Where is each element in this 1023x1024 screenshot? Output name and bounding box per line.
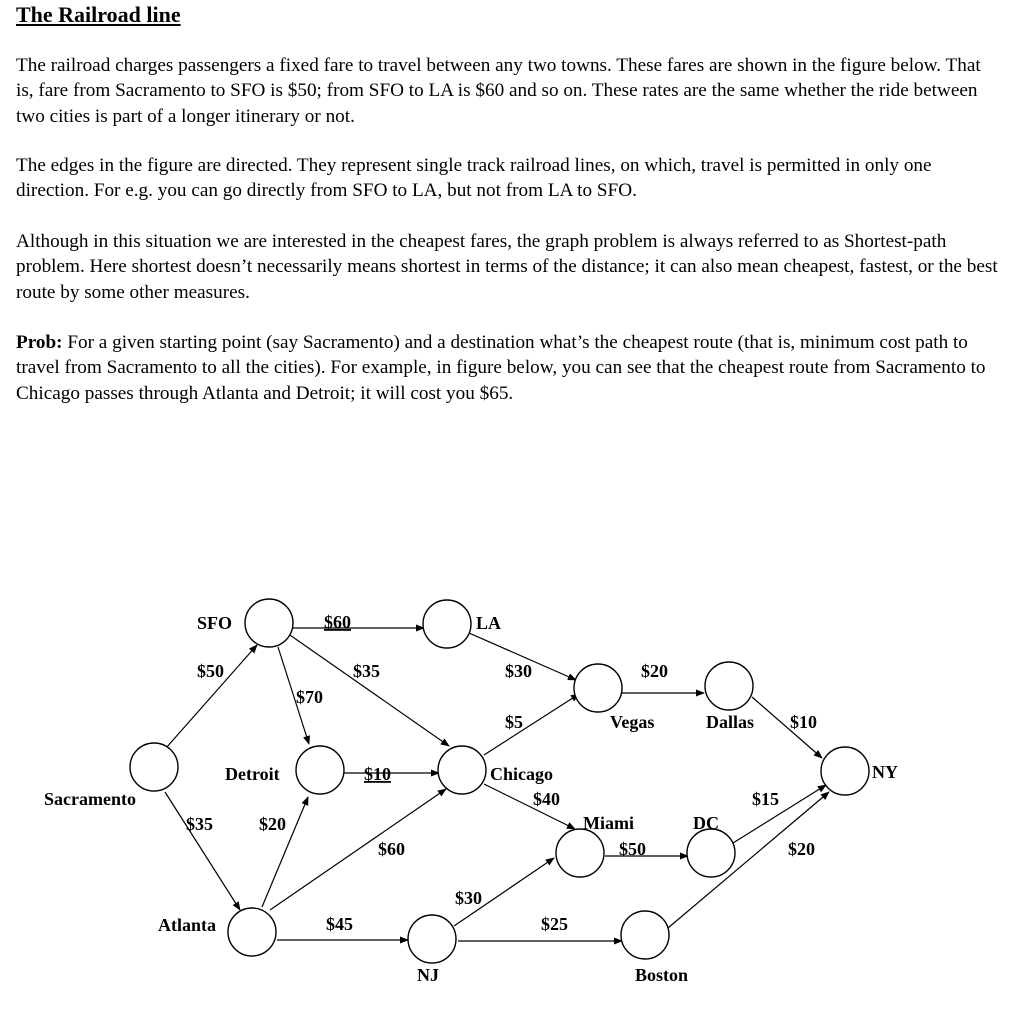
fare-nj-boston: $25 bbox=[541, 914, 568, 934]
fare-boston-ny: $20 bbox=[788, 839, 815, 859]
label-nj: NJ bbox=[417, 965, 439, 985]
fare-atlanta-detroit: $20 bbox=[259, 814, 286, 834]
label-sfo: SFO bbox=[197, 613, 233, 633]
node-sfo bbox=[245, 599, 293, 647]
fare-sfo-la: $60 bbox=[324, 612, 351, 632]
label-detroit: Detroit bbox=[225, 764, 280, 784]
node-boston bbox=[621, 911, 669, 959]
label-dallas: Dallas bbox=[706, 712, 755, 732]
edge-sacramento-atlanta bbox=[165, 792, 240, 910]
fare-sfo-chicago: $35 bbox=[353, 661, 380, 681]
paragraph-shortest-path: Although in this situation we are interested in the cheapest fares, the graph problem is always referred to as Shortest-path problem. Here shortest doesn’t necessarily means shortest in terms of the distance; it can also mean cheapest, fastest, or the best route by some other measures. bbox=[16, 231, 998, 303]
fare-detroit-chicago: $10 bbox=[364, 764, 391, 784]
label-sacramento: Sacramento bbox=[44, 789, 136, 809]
document-title: The Railroad line bbox=[16, 2, 181, 27]
node-nj bbox=[408, 915, 456, 963]
node-sacramento bbox=[130, 743, 178, 791]
fare-dc-ny: $15 bbox=[752, 789, 779, 809]
node-atlanta bbox=[228, 908, 276, 956]
prob-text: For a given starting point (say Sacramento) and a destination what’s the cheapest route (that is, minimum cost path to travel from Sacramento to all the cities). For example, in figure below, you can see that the cheapest route from Sacramento to Chicago passes through Atlanta and Detroit; it will cost you $65. bbox=[16, 332, 986, 404]
label-boston: Boston bbox=[635, 965, 689, 985]
label-ny: NY bbox=[872, 762, 898, 782]
label-la: LA bbox=[476, 613, 502, 633]
node-la bbox=[423, 600, 471, 648]
label-atlanta: Atlanta bbox=[158, 915, 216, 935]
fare-atlanta-nj: $45 bbox=[326, 914, 353, 934]
edge-chicago-miami bbox=[484, 784, 575, 829]
fare-sfo-detroit: $70 bbox=[296, 687, 323, 707]
fare-sacramento-atlanta: $35 bbox=[186, 814, 213, 834]
edge-atlanta-chicago bbox=[270, 789, 446, 910]
fare-vegas-dallas: $20 bbox=[641, 661, 668, 681]
fare-atlanta-chicago: $60 bbox=[378, 839, 405, 859]
label-chicago: Chicago bbox=[490, 764, 553, 784]
fare-miami-dc: $50 bbox=[619, 839, 646, 859]
label-miami: Miami bbox=[583, 813, 634, 833]
prob-label: Prob: bbox=[16, 332, 63, 353]
paragraph-directed-edges: The edges in the figure are directed. They represent single track railroad lines, on which, travel is permitted in only one direction. For e.g. you can go directly from SFO to LA, but not from LA to SFO. bbox=[16, 155, 932, 202]
node-vegas bbox=[574, 664, 622, 712]
node-dc bbox=[687, 829, 735, 877]
fare-chicago-vegas: $5 bbox=[505, 712, 523, 732]
fare-sacramento-sfo: $50 bbox=[197, 661, 224, 681]
label-dc: DC bbox=[693, 813, 719, 833]
edge-chicago-vegas bbox=[484, 694, 579, 755]
paragraph-fares: The railroad charges passengers a fixed fare to travel between any two towns. These fares are shown in the figure below. That is, fare from Sacramento to SFO is $50; from SFO to LA is $60 and so on. These rates are the same whether the ride between two cities is part of a longer itinerary or not. bbox=[16, 55, 981, 127]
node-miami bbox=[556, 829, 604, 877]
node-detroit bbox=[296, 746, 344, 794]
fare-chicago-miami: $40 bbox=[533, 789, 560, 809]
label-vegas: Vegas bbox=[610, 712, 655, 732]
fare-la-vegas: $30 bbox=[505, 661, 532, 681]
node-dallas bbox=[705, 662, 753, 710]
fare-dallas-ny: $10 bbox=[790, 712, 817, 732]
fare-nj-miami: $30 bbox=[455, 888, 482, 908]
node-ny bbox=[821, 747, 869, 795]
node-chicago bbox=[438, 746, 486, 794]
